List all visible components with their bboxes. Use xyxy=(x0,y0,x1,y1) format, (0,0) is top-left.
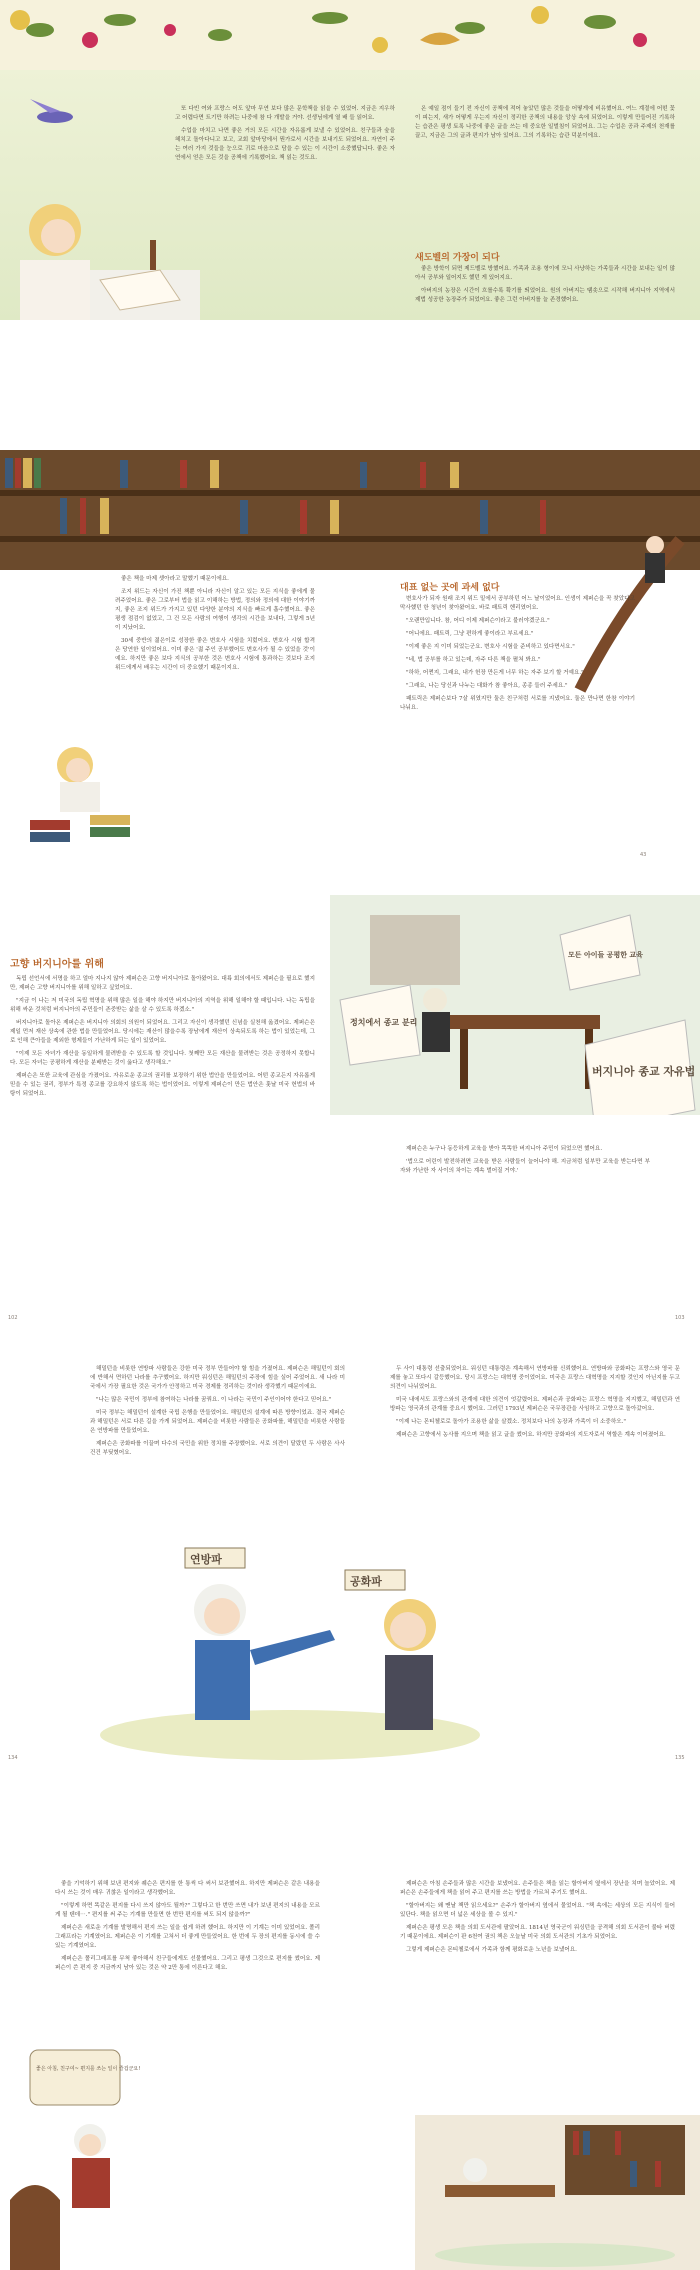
paragraph: 미국 내에서도 프랑스와의 관계에 대한 의견이 엇갈렸어요. 제퍼슨과 공화파는 프랑스 혁명을 지지했고, 해밀턴과 연방파는 영국과의 관계를 중요시 했어요. 그러던 1793년 제퍼슨은 국무장관을 사임하고 고향으로 돌아갔어요. xyxy=(390,1397,680,1412)
polygraph-inventor-illustration xyxy=(0,2030,150,2270)
paragraph: "이제 좋은 지 이미 되었는군요. 변호사 시험을 준비하고 있다면서요." xyxy=(406,644,575,650)
boy-reading-on-books-illustration xyxy=(0,720,180,870)
hummingbird-illustration xyxy=(20,95,90,135)
speech-note: 좋은 아침, 친구여~ 편지를 쓰는 일이 즐겁군요! xyxy=(36,2066,141,2072)
spread2-right-text xyxy=(400,595,635,717)
paragraph: "어니에요. 패트릭, 그냥 편하게 좋이라고 부르세요." xyxy=(406,631,534,637)
jefferson-writing-at-desk-illustration xyxy=(330,895,700,1115)
section-heading: 새도벨의 가장이 되다 xyxy=(415,253,500,263)
paragraph: 제퍼슨은 폴리그래프를 무척 좋아해서 친구들에게도 선물했어요. 그리고 평생 그것으로 편지를 썼어요. 제퍼슨이 쓴 편지 중 지금까지 남아 있는 것은 약 2만 통에 이른다고 해요. xyxy=(55,1956,320,1971)
spread-2 xyxy=(0,450,700,870)
spread4-right-text xyxy=(390,1365,680,1444)
paragraph: "하하, 어쩐지, 그래요, 내가 헌장 만든게 너무 하는 자주 보기 할 거예요." xyxy=(406,670,584,676)
section-heading: 고향 버지니아를 위해 xyxy=(10,959,104,970)
paragraph: "나는 많은 국민이 정부에 참여하는 나라를 꿈꿔요. 이 나라는 국민이 주인이어야 한다고 믿어요." xyxy=(96,1397,332,1403)
spread-1 xyxy=(0,0,700,320)
spread-5 xyxy=(0,1870,700,2270)
sign-religious-freedom: 버지니아 종교 자유법 xyxy=(592,1065,696,1078)
spread5-right-text xyxy=(400,1880,675,1959)
paragraph: "할아버지는 왜 맨날 책만 읽으세요?" 손주가 할아버지 옆에서 물었어요. "책 속에는 세상의 모든 지식이 들어 있단다. 책을 읽으면 더 넓은 세상을 볼 수 있지." xyxy=(400,1903,675,1918)
section-heading: 대표 없는 곳에 과세 없다 xyxy=(400,583,500,593)
young-jefferson-reading-illustration xyxy=(0,180,200,320)
paragraph: "지금 이 나는 저 미국의 독립 혁명을 위해 많은 일을 해야 하지만 버지니아의 지역을 위해 일해야 할 때입니다. 나는 독립을 위해 싸운 것처럼 버지니아의 주민들이 존중받는 삶을 살 수 있도록 하겠소." xyxy=(10,998,315,1013)
paragraph: "이렇게 하면 똑같은 편지를 다시 쓰지 않아도 될까?" 그렇다고 한 번만 쓰면 내가 보낸 편지의 내용을 모르게 될 텐데⋯." 편지를 써 주는 기계를 만들면 한 번만 편지를 써도 되지 않을까?" xyxy=(55,1903,320,1918)
paragraph: 변호사가 되자 원래 조지 위드 밑에서 공부하던 어느 날이었어요. 인생이 제퍼슨을 꼭 찾았다고 막사했던 한 청년이 찾아왔어요. 바로 패트릭 헨리였어요. xyxy=(400,596,635,611)
paragraph: 좋을 기억하기 위해 보낸 편지와 퀘슨은 편지를 한 통씩 다 써서 보관했어요. 하지만 제퍼슨은 같은 내용을 다시 쓰는 것이 매우 귀찮은 일이라고 생각했어요. xyxy=(55,1881,320,1896)
sign-church-state: 정치에서 종교 분리 xyxy=(350,1018,418,1027)
hamilton-jefferson-argument-illustration xyxy=(90,1520,490,1760)
paragraph: 좋은 방학이 되면 제드벨로 방했어요. 가족과 조용 형이에 모니 사냥하는 가족들과 시간을 보내는 일이 많아서 공부와 일어지도 했던 게 있어지요. xyxy=(415,266,675,281)
paragraph: 패트릭은 제퍼슨보다 7살 위였지만 둘은 친구처럼 서로를 지냈어요. 둘은 만나면 한참 이야기 나눠요. xyxy=(400,696,635,711)
sign-federalist: 연방파 xyxy=(190,1553,222,1566)
paragraph: 제퍼슨은 평생 모은 책을 의회 도서관에 팔았어요. 1814년 영국군이 워싱턴을 공격해 의회 도서관이 불타 버렸기 때문이에요. 제퍼슨이 판 6천여 권의 책은 오늘날 미국 의회 도서관의 기초가 되었어요. xyxy=(400,1925,675,1940)
sign-education-note: 모든 아이들 공평한 교육 xyxy=(568,951,643,959)
paragraph: 제퍼슨은 누구나 동등하게 교육을 받아 똑똑한 버지니아 주민이 되었으면 했어요. xyxy=(406,1146,603,1152)
paragraph: 미국 정부는 해밀턴이 설계한 국립 은행을 만들었어요. 해밀턴의 설계에 따른 방향이었죠. 결국 제퍼슨과 해밀턴은 서로 다른 길을 가게 되었어요. 제퍼슨을 비롯한 사람들은 공화파를, 해밀턴을 비롯한 사람들은 연방파를 만들었어요. xyxy=(90,1410,345,1434)
page-number: 43 xyxy=(640,852,647,858)
page-number: 103 xyxy=(675,1315,685,1321)
spread5-left-text xyxy=(55,1880,320,1977)
paragraph: 제퍼슨은 새로운 기계를 발명해서 편지 쓰는 일을 쉽게 하려 했어요. 하지만 이 기계는 이미 있었어요. 폴리그래프라는 기계였어요. 제퍼슨은 이 기계를 고쳐서 더 좋게 만들었어요. 한 번에 두 장의 편지를 동시에 쓸 수 있는 기계였어요. xyxy=(55,1925,320,1949)
paragraph: "이제 모든 자녀가 재산을 동일하게 물려받을 수 있도록 할 것입니다. 첫째만 모든 재산을 물려받는 것은 공정하지 못합니다. 모든 자녀는 공평하게 재산을 분배받는 것이 옳다고 생각해요." xyxy=(10,1051,315,1066)
paragraph: 그렇게 제퍼슨은 몬티첼로에서 가족과 함께 평화로운 노년을 보냈어요. xyxy=(406,1947,577,1953)
paragraph: 독립 선언서에 서명을 하고 얼마 지나지 않아 제퍼슨은 고향 버지니아로 돌아왔어요. 대륙 회의에서도 제퍼슨을 필요로 했지만, 제퍼슨 고향 버지니아를 위해 일하고 싶었어요. xyxy=(10,976,315,991)
paragraph: 아버지의 농장은 시간이 흐를수록 확기를 띄었어요. 원의 아버지는 땜솟으로 시작해 버지니아 지역에서 제법 성공한 농장주가 되었어요. 좋은 그런 아버지를 늘 존경했어요. xyxy=(415,288,675,303)
paragraph: 해밀턴을 비롯한 연방파 사람들은 강한 미국 정부 만들어야 할 힘을 가졌어요. 제퍼슨은 해밀턴이 회의에 반해서 면하던 나라를 추구했어요. 하지만 워싱턴은 해밀턴의 주장에 힘을 실어 주었어요. 새 나라 미국에서 가장 필요한 것은 국가가 안정하고 미국 경제를 정리하는 것이라 생각했기 때문이에요. xyxy=(90,1366,345,1390)
paragraph: "그래요, 나는 당신과 나누는 대화가 참 좋아요, 종종 들러 주세요." xyxy=(406,683,568,689)
spread3-left-text xyxy=(10,975,315,1103)
paragraph: '법으로 어린이 발전하려면 교육을 받은 사람들이 늘어나야 해. 지금처럼 일부만 교육을 받는다면 부자와 가난한 자 사이의 차이는 계속 벌어질 거야.' xyxy=(400,1159,650,1174)
paragraph: "오랜만입니다. 참, 어디 이제 제퍼슨이라고 불러야겠군요." xyxy=(406,618,550,624)
spread1-right-text-2 xyxy=(415,265,675,309)
sign-republican: 공화파 xyxy=(350,1575,382,1588)
spread4-left-text xyxy=(90,1365,345,1462)
paragraph: 버지니아로 돌아온 제퍼슨은 버지니아 의회의 의원이 되었어요. 그리고 자신이 생각했던 신념을 실천해 옮겼어요. 제퍼슨은 제일 먼저 재산 상속에 관한 법을 만들었어요. 당시에는 재산이 많을수록 장남에게 재산이 상속되도록 하는 법이 있었는데, 그로 인해 큰아들을 제외한 형제들이 가난하게 되는 일이 있었어요. xyxy=(10,1020,315,1044)
paragraph: "이제 나는 몬티첼로로 돌아가 조용한 삶을 살겠소. 정치보다 나의 농장과 가족이 더 소중하오." xyxy=(396,1419,626,1425)
botanical-border-illustration xyxy=(0,0,700,70)
paragraph: 수업을 마치고 나면 좋은 거의 모든 시간을 자유롭게 보낼 수 있었어요. 친구들과 숲을 헤치고 돌아다니고 보고, 교회 앞마당에서 뭔가로서 시간을 보내기도 되었어요. 자연이 주는 여러 가지 것들을 눈으로 귀로 마음으로 담을 수 있는 이 시간이 소중했답니다. 좋은 자연에서 얻은 모든 것을 공책에 기록했어요. 책 읽는 것도요. xyxy=(175,128,395,161)
spread3-right-text xyxy=(400,1145,650,1180)
paragraph: 또 다빈 여와 프랑스 어도 앞마 무연 보다 많은 문학책을 읽을 수 있었어. 지금은 지우하고 어렵다면 트기만 하려는 나중에 참 다 개발을 거야. 선생님에게 열 배 들 읽어요. xyxy=(175,106,395,121)
page-number: 134 xyxy=(8,1755,18,1761)
paragraph: "네, 법 공부를 하고 있는데, 자주 다른 책을 펼쳐 봐요." xyxy=(406,657,541,663)
paragraph: 30세 중반의 젊은이로 성장한 좋은 변호사 시험을 치렀어요. 변호사 시험 합격은 당연한 일이었어요. 이미 좋은 '젊 주인 공부했어도 변호사가 될 수 있었을 것'이 예요. 하지만 좋은 보다 지식의 공부한 것은 변호사 시험에 통과하는 것보다 조지 위드에게서 배우는 시간이 더 중요했기 때문이지요. xyxy=(115,638,315,671)
library-with-grandchildren-illustration xyxy=(415,2115,700,2270)
page-number: 102 xyxy=(8,1315,18,1321)
paragraph: 온 예일 점이 들기 전 자신이 공책에 적어 놓았던 많은 것들을 어떻게에 비유했어요. 여느 계절에 어떤 꽃이 피는지, 새가 어떻게 우는지 자신이 정리한 공책의 내용을 앙상 속에 되었어요. 이렇게 만들어진 기록하는 습관은 평생 토록 나중에 좋은 글을 쓰는 데 중요한 일벌침이 되었어요. 그는 수업은 공과 주제의 천재를 끌고, 지금은 그의 글과 편지가 남아 있어요. 그의 기록하는 습관 덕분이에요. xyxy=(415,106,675,139)
spread-3 xyxy=(0,890,700,1330)
paragraph: 조지 위드는 자신이 가진 책뿐 아니라 자신이 알고 있는 모든 지식을 좋에게 물려주었어요. 좋은 그로부터 법을 읽고 이해하는 방법, 정의와 정의에 대한 이야기까지, 좋은 조지 위드가 가지고 있던 다양한 분야의 지식을 빠르게 흡수했어요. 좋은 평생 점검이 없었고, 그 건 모든 사람의 여행이 생각의 시간을 보내다, 그렇게 5년이 지났어요. xyxy=(115,589,315,631)
paragraph: 제퍼슨은 공화파를 이끌며 다수의 국민을 위한 정치를 주장했어요. 서로 의견이 달랐던 두 사람은 사사건건 부딪혔어요. xyxy=(90,1441,345,1456)
spread-4 xyxy=(0,1350,700,1770)
spread1-left-text xyxy=(175,105,395,167)
paragraph: 좋은 책을 마제 셋아라고 말했기 때문이에요. xyxy=(121,576,229,582)
paragraph: 두 사이 대통령 선출되었어요. 워싱턴 대통령은 계속해서 연방파를 신뢰했어요. 연방파와 공화파는 프랑스와 영국 문제를 놓고 또다시 갈등했어요. 당시 프랑스는 대혁명 중이었어요. 미국은 프랑스 대혁명을 지지할 것인지 아닌지를 두고 의견이 나뉘었어요. xyxy=(390,1366,680,1390)
page-number: 135 xyxy=(675,1755,685,1761)
paragraph: 제퍼슨은 고향에서 농사를 지으며 책을 읽고 글을 썼어요. 하지만 공화파의 지도자로서 역할은 계속 이어졌어요. xyxy=(396,1432,666,1438)
spread2-left-text xyxy=(115,575,315,677)
paragraph: 제퍼슨은 아침 손주들과 많은 시간을 보냈어요. 손주들은 책을 읽는 할아버지 옆에서 장난을 치며 놀았어요. 제퍼슨은 손주들에게 책을 읽어 주고 편지를 쓰는 방법을 가르쳐 주기도 했어요. xyxy=(400,1881,675,1896)
spread1-right-text xyxy=(415,105,675,145)
paragraph: 제퍼슨은 또한 교육에 관심을 가졌어요. 자유로운 종교의 권리를 보장하기 위한 법안을 만들었어요. 어떤 종교든지 자유롭게 믿을 수 있는 권리, 정부가 특정 종교를 강요하지 않도록 하는 법이었어요. 이렇게 제퍼슨이 만든 법안은 훗날 미국 헌법의 바탕이 되었어요. xyxy=(10,1073,315,1097)
